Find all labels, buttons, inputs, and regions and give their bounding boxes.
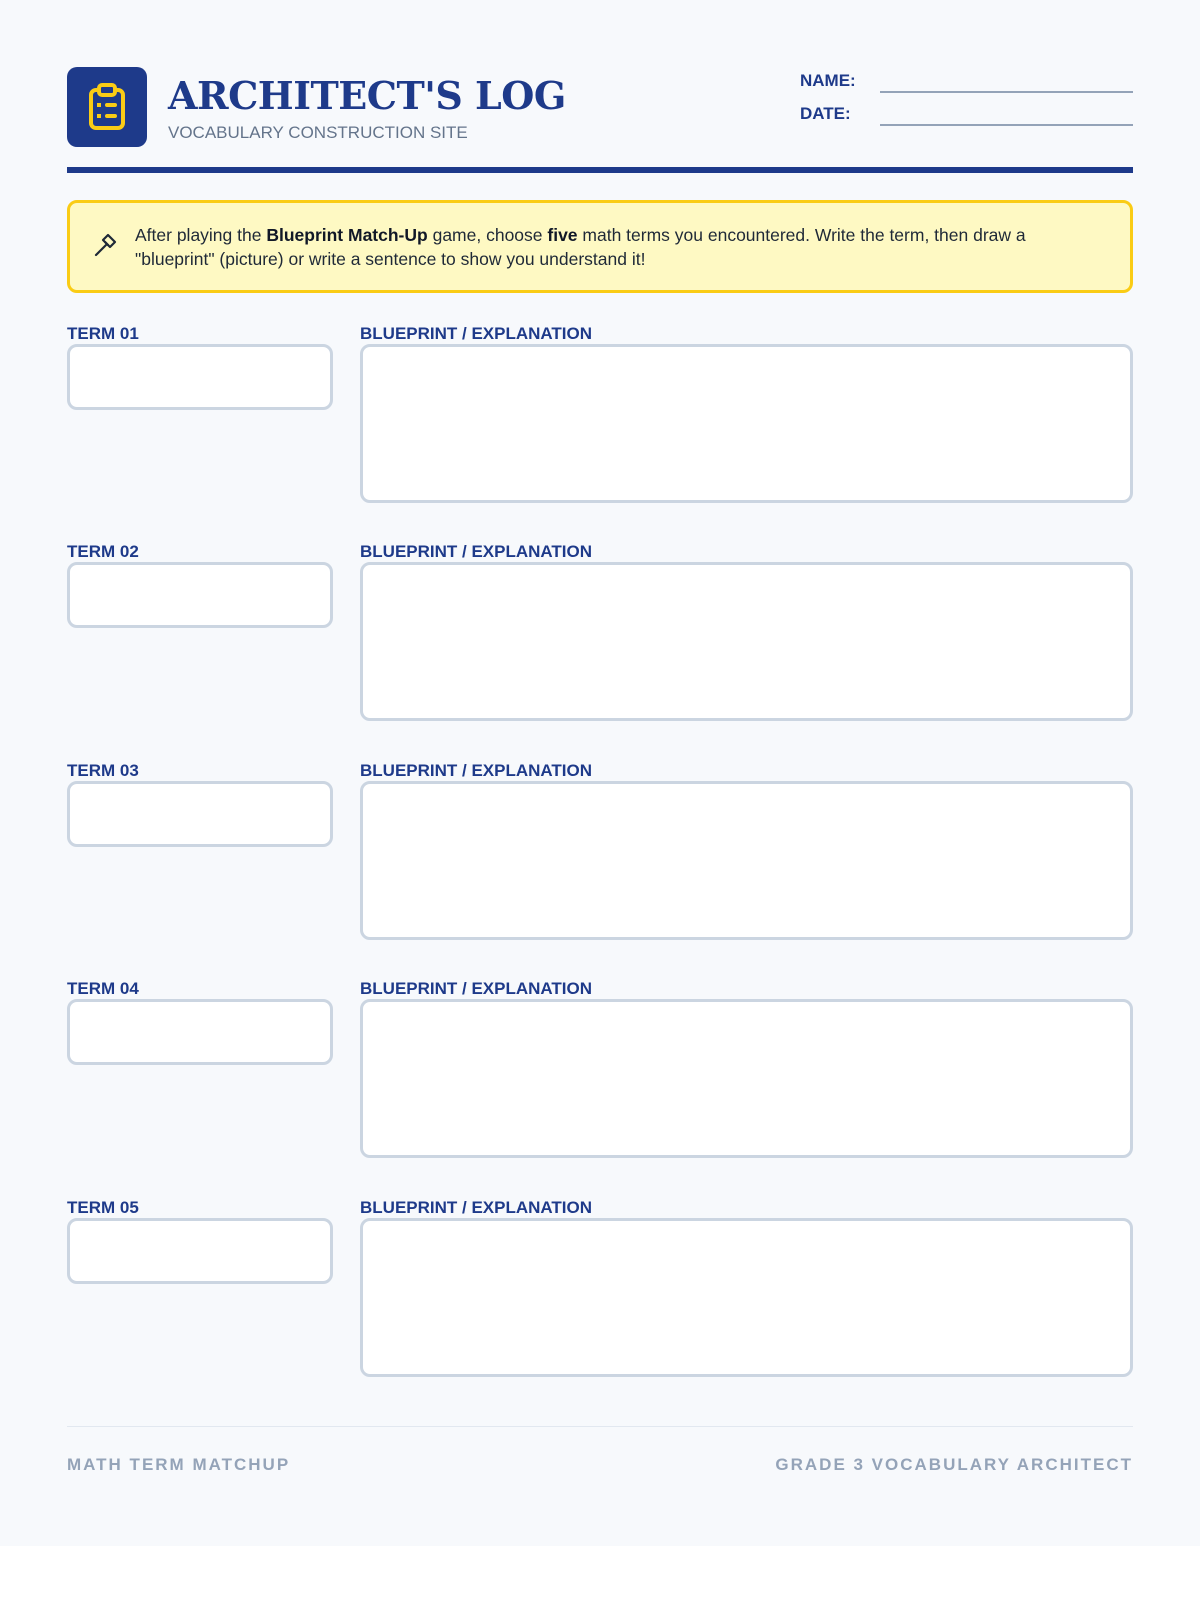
date-row [800, 102, 1133, 126]
header [67, 67, 1133, 147]
term-input[interactable] [67, 562, 333, 628]
footer-left: MATH TERM MATCHUP [67, 1455, 291, 1474]
logo [67, 67, 147, 147]
page-subtitle: VOCABULARY CONSTRUCTION SITE [168, 123, 468, 142]
term-label: TERM 04 [67, 979, 139, 998]
clipboard-icon [85, 83, 129, 131]
game-name: Blueprint Match-Up [266, 225, 428, 245]
explanation-box[interactable] [360, 344, 1133, 503]
hammer-icon [92, 233, 118, 259]
term-row [67, 761, 1133, 956]
explanation-label: BLUEPRINT / EXPLANATION [360, 542, 593, 561]
term-label: TERM 05 [67, 1198, 139, 1217]
term-input[interactable] [67, 344, 333, 410]
explanation-label: BLUEPRINT / EXPLANATION [360, 761, 593, 780]
term-label: TERM 01 [67, 324, 139, 343]
term-input[interactable] [67, 1218, 333, 1284]
header-divider [67, 167, 1133, 173]
explanation-label: BLUEPRINT / EXPLANATION [360, 1198, 593, 1217]
explanation-box[interactable] [360, 999, 1133, 1158]
explanation-box[interactable] [360, 781, 1133, 940]
term-input[interactable] [67, 781, 333, 847]
name-line[interactable] [880, 91, 1133, 93]
term-label: TERM 02 [67, 542, 139, 561]
term-label: TERM 03 [67, 761, 139, 780]
page-title: ARCHITECT'S LOG [168, 73, 566, 118]
explanation-label: BLUEPRINT / EXPLANATION [360, 979, 593, 998]
explanation-box[interactable] [360, 1218, 1133, 1377]
term-row [67, 1198, 1133, 1393]
date-label: DATE: [800, 104, 851, 123]
term-row [67, 979, 1133, 1174]
explanation-box[interactable] [360, 562, 1133, 721]
footer-divider [67, 1426, 1133, 1427]
term-input[interactable] [67, 999, 333, 1065]
count-word: five [547, 225, 578, 245]
name-label: NAME: [800, 71, 856, 90]
instructions-callout [67, 200, 1133, 293]
name-row [800, 69, 1133, 93]
term-row [67, 542, 1133, 737]
explanation-label: BLUEPRINT / EXPLANATION [360, 324, 593, 343]
instructions-text: After playing the Blueprint Match-Up game, choose five math terms you encountered. Write the term, then draw a "blueprint" (picture) or write a sentence to show you understand it! [135, 225, 1026, 269]
footer-right: GRADE 3 VOCABULARY ARCHITECT [775, 1455, 1133, 1474]
term-row [67, 324, 1133, 519]
date-line[interactable] [880, 124, 1133, 126]
